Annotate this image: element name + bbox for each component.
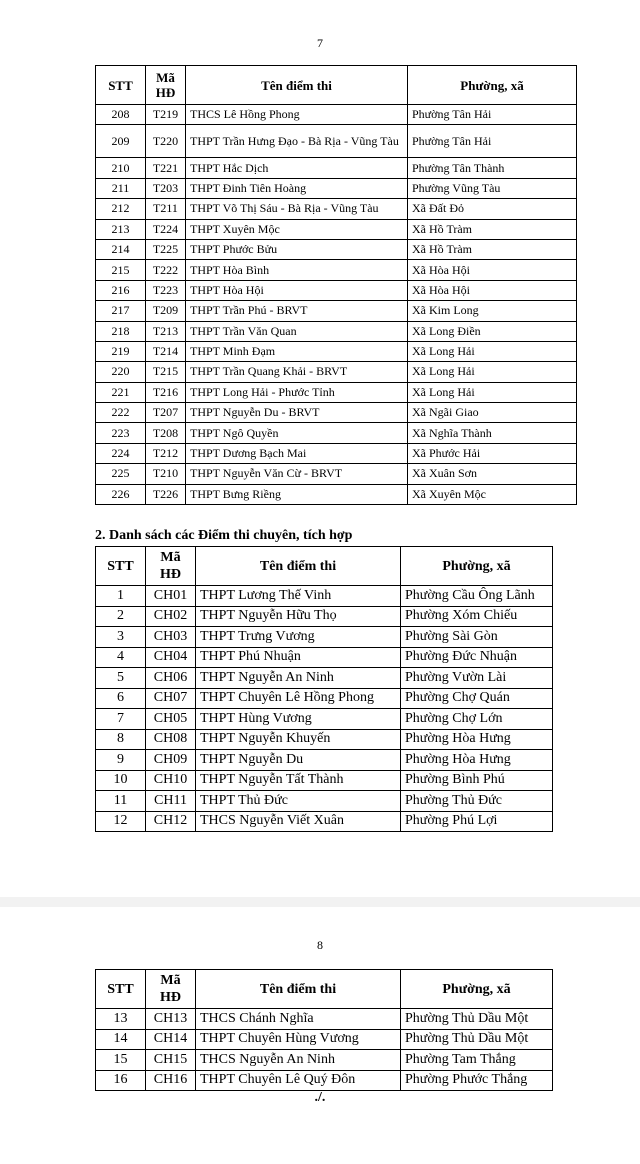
cell-ten-diem-thi: THPT Nguyễn Du	[196, 750, 401, 771]
cell-phuong-xa: Xã Phước Hải	[408, 443, 577, 463]
cell-phuong-xa: Phường Bình Phú	[401, 770, 553, 791]
cell-stt: 213	[96, 219, 146, 239]
cell-phuong-xa: Phường Xóm Chiếu	[401, 606, 553, 627]
cell-stt: 219	[96, 341, 146, 361]
cell-phuong-xa: Phường Sài Gòn	[401, 627, 553, 648]
table-row	[96, 484, 577, 504]
table-row	[96, 586, 553, 607]
cell-ma-hd: T225	[146, 239, 186, 259]
end-mark: ./.	[314, 1090, 326, 1105]
cell-ten-diem-thi: THPT Thủ Đức	[196, 791, 401, 812]
table-body	[96, 586, 553, 832]
cell-ma-hd: T224	[146, 219, 186, 239]
cell-ma-hd: T216	[146, 382, 186, 402]
cell-ten-diem-thi: THCS Nguyễn An Ninh	[196, 1050, 401, 1071]
cell-phuong-xa: Xã Hòa Hội	[408, 280, 577, 300]
cell-ten-diem-thi: THPT Nguyễn Văn Cừ - BRVT	[186, 464, 408, 484]
cell-ten-diem-thi: THCS Chánh Nghĩa	[196, 1009, 401, 1030]
cell-stt: 215	[96, 260, 146, 280]
cell-ten-diem-thi: THPT Chuyên Hùng Vương	[196, 1029, 401, 1050]
cell-ten-diem-thi: THPT Xuyên Mộc	[186, 219, 408, 239]
specialized-exam-sites-table-continued	[95, 969, 553, 1091]
table-row	[96, 647, 553, 668]
cell-stt: 14	[96, 1029, 146, 1050]
cell-ma-hd: CH10	[146, 770, 196, 791]
cell-stt: 217	[96, 301, 146, 321]
table-row	[96, 301, 577, 321]
cell-ma-hd: CH13	[146, 1009, 196, 1030]
cell-ten-diem-thi: THCS Lê Hồng Phong	[186, 105, 408, 125]
cell-ten-diem-thi: THPT Chuyên Lê Hồng Phong	[196, 688, 401, 709]
cell-ma-hd: CH12	[146, 811, 196, 832]
table-row	[96, 321, 577, 341]
table-header-row	[96, 970, 553, 1009]
table-row	[96, 199, 577, 219]
cell-ten-diem-thi: THPT Chuyên Lê Quý Đôn	[196, 1070, 401, 1091]
table-row	[96, 1070, 553, 1091]
header-phuong-xa: Phường, xã	[401, 547, 553, 586]
cell-ten-diem-thi: THPT Minh Đạm	[186, 341, 408, 361]
cell-ma-hd: T209	[146, 301, 186, 321]
cell-ten-diem-thi: THPT Nguyễn Du - BRVT	[186, 403, 408, 423]
table-row	[96, 464, 577, 484]
cell-ma-hd: T215	[146, 362, 186, 382]
table-row	[96, 750, 553, 771]
cell-stt: 216	[96, 280, 146, 300]
table-row	[96, 423, 577, 443]
header-stt: STT	[96, 970, 146, 1009]
cell-ma-hd: CH08	[146, 729, 196, 750]
header-ma-hd: Mã HĐ	[146, 66, 186, 105]
table-row	[96, 260, 577, 280]
cell-phuong-xa: Xã Long Hải	[408, 362, 577, 382]
table-row	[96, 158, 577, 178]
cell-phuong-xa: Phường Vũng Tàu	[408, 178, 577, 198]
cell-phuong-xa: Xã Long Hải	[408, 341, 577, 361]
cell-stt: 16	[96, 1070, 146, 1091]
cell-phuong-xa: Phường Tân Hải	[408, 125, 577, 158]
cell-ma-hd: T212	[146, 443, 186, 463]
table-row	[96, 709, 553, 730]
table-row	[96, 382, 577, 402]
document-page-8	[0, 907, 640, 1164]
cell-ten-diem-thi: THPT Phú Nhuận	[196, 647, 401, 668]
cell-stt: 222	[96, 403, 146, 423]
cell-ma-hd: CH01	[146, 586, 196, 607]
cell-stt: 12	[96, 811, 146, 832]
cell-stt: 208	[96, 105, 146, 125]
table-row	[96, 443, 577, 463]
cell-stt: 10	[96, 770, 146, 791]
cell-stt: 8	[96, 729, 146, 750]
cell-ma-hd: T223	[146, 280, 186, 300]
cell-stt: 212	[96, 199, 146, 219]
cell-ma-hd: CH02	[146, 606, 196, 627]
cell-ten-diem-thi: THPT Hùng Vương	[196, 709, 401, 730]
section-title: 2. Danh sách các Điểm thi chuyên, tích hợp	[95, 528, 353, 543]
header-phuong-xa: Phường, xã	[408, 66, 577, 105]
table-body	[96, 105, 577, 505]
header-ten-diem-thi: Tên điểm thi	[196, 970, 401, 1009]
cell-ten-diem-thi: THPT Dương Bạch Mai	[186, 443, 408, 463]
cell-ma-hd: T222	[146, 260, 186, 280]
cell-phuong-xa: Phường Tam Thắng	[401, 1050, 553, 1071]
cell-stt: 7	[96, 709, 146, 730]
cell-stt: 209	[96, 125, 146, 158]
cell-ten-diem-thi: THPT Hắc Dịch	[186, 158, 408, 178]
cell-stt: 11	[96, 791, 146, 812]
cell-ma-hd: T211	[146, 199, 186, 219]
cell-phuong-xa: Xã Kim Long	[408, 301, 577, 321]
table-row	[96, 219, 577, 239]
specialized-exam-sites-table	[95, 546, 553, 832]
cell-phuong-xa: Phường Phú Lợi	[401, 811, 553, 832]
cell-phuong-xa: Xã Hồ Tràm	[408, 239, 577, 259]
table-row	[96, 791, 553, 812]
cell-stt: 225	[96, 464, 146, 484]
header-ma-hd: Mã HĐ	[146, 547, 196, 586]
cell-stt: 13	[96, 1009, 146, 1030]
table-row	[96, 1029, 553, 1050]
cell-ma-hd: T203	[146, 178, 186, 198]
page-number: 7	[317, 36, 323, 50]
cell-ten-diem-thi: THPT Trưng Vương	[196, 627, 401, 648]
cell-ten-diem-thi: THPT Phước Bửu	[186, 239, 408, 259]
cell-phuong-xa: Phường Đức Nhuận	[401, 647, 553, 668]
cell-ten-diem-thi: THPT Trần Hưng Đạo - Bà Rịa - Vũng Tàu	[186, 125, 408, 158]
cell-stt: 3	[96, 627, 146, 648]
page-number: 8	[317, 938, 323, 952]
header-stt: STT	[96, 66, 146, 105]
cell-ma-hd: T210	[146, 464, 186, 484]
cell-phuong-xa: Phường Thủ Đức	[401, 791, 553, 812]
cell-ten-diem-thi: THPT Hòa Bình	[186, 260, 408, 280]
cell-ten-diem-thi: THCS Nguyễn Viết Xuân	[196, 811, 401, 832]
cell-stt: 210	[96, 158, 146, 178]
cell-phuong-xa: Phường Hòa Hưng	[401, 729, 553, 750]
cell-stt: 2	[96, 606, 146, 627]
cell-ma-hd: CH06	[146, 668, 196, 689]
cell-ten-diem-thi: THPT Nguyễn Khuyến	[196, 729, 401, 750]
cell-ma-hd: T219	[146, 105, 186, 125]
cell-ma-hd: CH04	[146, 647, 196, 668]
cell-ma-hd: CH07	[146, 688, 196, 709]
cell-ten-diem-thi: THPT Lương Thế Vinh	[196, 586, 401, 607]
cell-ma-hd: CH16	[146, 1070, 196, 1091]
cell-stt: 220	[96, 362, 146, 382]
cell-phuong-xa: Phường Thủ Dầu Một	[401, 1029, 553, 1050]
table-row	[96, 105, 577, 125]
cell-stt: 214	[96, 239, 146, 259]
cell-stt: 223	[96, 423, 146, 443]
cell-stt: 1	[96, 586, 146, 607]
cell-ten-diem-thi: THPT Trần Phú - BRVT	[186, 301, 408, 321]
exam-sites-table	[95, 65, 577, 505]
cell-ma-hd: T214	[146, 341, 186, 361]
table-row	[96, 1009, 553, 1030]
cell-phuong-xa: Xã Hồ Tràm	[408, 219, 577, 239]
cell-ten-diem-thi: THPT Nguyễn An Ninh	[196, 668, 401, 689]
header-ten-diem-thi: Tên điểm thi	[186, 66, 408, 105]
cell-stt: 6	[96, 688, 146, 709]
cell-phuong-xa: Xã Long Điền	[408, 321, 577, 341]
header-phuong-xa: Phường, xã	[401, 970, 553, 1009]
cell-stt: 226	[96, 484, 146, 504]
cell-ma-hd: T207	[146, 403, 186, 423]
cell-phuong-xa: Phường Tân Thành	[408, 158, 577, 178]
cell-stt: 5	[96, 668, 146, 689]
cell-ten-diem-thi: THPT Hòa Hội	[186, 280, 408, 300]
table-row	[96, 729, 553, 750]
cell-ten-diem-thi: THPT Ngô Quyền	[186, 423, 408, 443]
cell-stt: 224	[96, 443, 146, 463]
cell-phuong-xa: Xã Hòa Hội	[408, 260, 577, 280]
cell-ma-hd: CH09	[146, 750, 196, 771]
cell-phuong-xa: Xã Đất Đỏ	[408, 199, 577, 219]
cell-phuong-xa: Phường Thủ Dầu Một	[401, 1009, 553, 1030]
table-row	[96, 770, 553, 791]
cell-ma-hd: CH14	[146, 1029, 196, 1050]
cell-ten-diem-thi: THPT Võ Thị Sáu - Bà Rịa - Vũng Tàu	[186, 199, 408, 219]
table-row	[96, 606, 553, 627]
cell-ma-hd: T226	[146, 484, 186, 504]
table-row	[96, 341, 577, 361]
cell-stt: 211	[96, 178, 146, 198]
cell-ma-hd: CH11	[146, 791, 196, 812]
table-row	[96, 280, 577, 300]
cell-phuong-xa: Phường Vườn Lài	[401, 668, 553, 689]
cell-ten-diem-thi: THPT Đinh Tiên Hoàng	[186, 178, 408, 198]
cell-ma-hd: CH03	[146, 627, 196, 648]
cell-ten-diem-thi: THPT Bưng Riềng	[186, 484, 408, 504]
table-row	[96, 688, 553, 709]
cell-ma-hd: T213	[146, 321, 186, 341]
cell-stt: 9	[96, 750, 146, 771]
cell-ten-diem-thi: THPT Long Hải - Phước Tỉnh	[186, 382, 408, 402]
cell-stt: 15	[96, 1050, 146, 1071]
cell-phuong-xa: Xã Nghĩa Thành	[408, 423, 577, 443]
table-row	[96, 811, 553, 832]
cell-ma-hd: T208	[146, 423, 186, 443]
table-row	[96, 403, 577, 423]
table-row	[96, 239, 577, 259]
table-row	[96, 668, 553, 689]
table-row	[96, 178, 577, 198]
cell-phuong-xa: Phường Cầu Ông Lãnh	[401, 586, 553, 607]
table-header-row	[96, 66, 577, 105]
cell-ma-hd: T221	[146, 158, 186, 178]
cell-stt: 218	[96, 321, 146, 341]
cell-phuong-xa: Phường Chợ Quán	[401, 688, 553, 709]
cell-phuong-xa: Phường Hòa Hưng	[401, 750, 553, 771]
table-row	[96, 362, 577, 382]
cell-ten-diem-thi: THPT Nguyễn Tất Thành	[196, 770, 401, 791]
cell-ma-hd: CH15	[146, 1050, 196, 1071]
cell-phuong-xa: Phường Chợ Lớn	[401, 709, 553, 730]
cell-ma-hd: CH05	[146, 709, 196, 730]
cell-phuong-xa: Xã Long Hải	[408, 382, 577, 402]
table-body	[96, 1009, 553, 1091]
table-row	[96, 125, 577, 158]
cell-ten-diem-thi: THPT Nguyễn Hữu Thọ	[196, 606, 401, 627]
header-stt: STT	[96, 547, 146, 586]
cell-ten-diem-thi: THPT Trần Quang Khải - BRVT	[186, 362, 408, 382]
table-row	[96, 1050, 553, 1071]
cell-phuong-xa: Xã Xuyên Mộc	[408, 484, 577, 504]
cell-phuong-xa: Xã Ngãi Giao	[408, 403, 577, 423]
cell-ma-hd: T220	[146, 125, 186, 158]
cell-stt: 4	[96, 647, 146, 668]
header-ten-diem-thi: Tên điểm thi	[196, 547, 401, 586]
cell-phuong-xa: Phường Phước Thắng	[401, 1070, 553, 1091]
table-row	[96, 627, 553, 648]
header-ma-hd: Mã HĐ	[146, 970, 196, 1009]
cell-stt: 221	[96, 382, 146, 402]
cell-phuong-xa: Phường Tân Hải	[408, 105, 577, 125]
cell-phuong-xa: Xã Xuân Sơn	[408, 464, 577, 484]
cell-ten-diem-thi: THPT Trần Văn Quan	[186, 321, 408, 341]
table-header-row	[96, 547, 553, 586]
